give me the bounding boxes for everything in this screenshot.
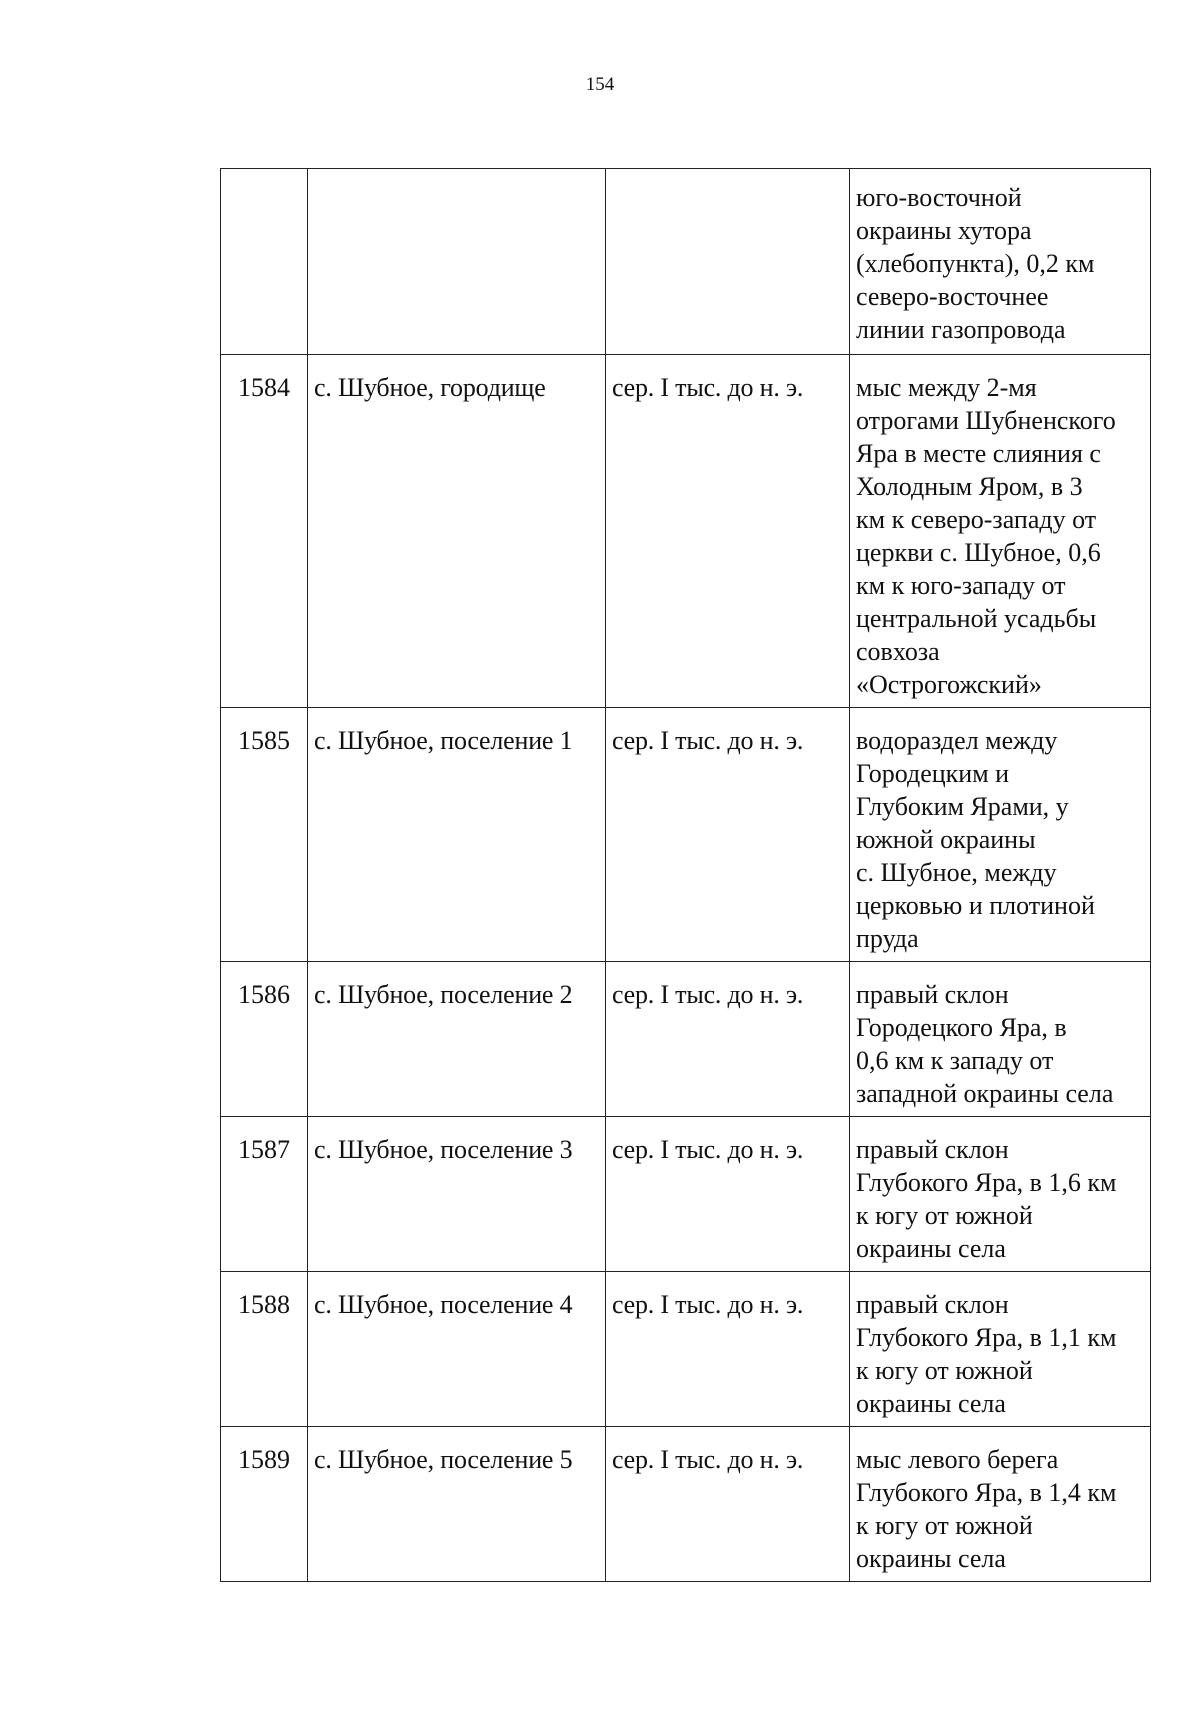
site-location: правый склон Глубокого Яра, в 1,6 км к югу от южной окраины села	[850, 1117, 1151, 1272]
row-number: 1585	[221, 708, 308, 962]
site-dating: сер. I тыс. до н. э.	[606, 1117, 850, 1272]
site-dating: сер. I тыс. до н. э.	[606, 962, 850, 1117]
site-location: правый склон Городецкого Яра, в 0,6 км к западу от западной окраины села	[850, 962, 1151, 1117]
table-row	[221, 355, 1151, 708]
table-row	[221, 1272, 1151, 1427]
table-row	[221, 169, 1151, 355]
site-location: мыс между 2-мя отрогами Шубненского Яра в месте слияния с Холодным Яром, в 3 км к северо-западу от церкви с. Шубное, 0,6 км к юго-западу от центральной усадьбы совхоза «Острогожский»	[850, 355, 1151, 708]
site-name	[308, 169, 606, 355]
site-location: водораздел между Городецким и Глубоким Ярами, у южной окраины с. Шубное, между церковью и плотиной пруда	[850, 708, 1151, 962]
site-dating: сер. I тыс. до н. э.	[606, 355, 850, 708]
site-name: с. Шубное, городище	[308, 355, 606, 708]
site-name: с. Шубное, поселение 3	[308, 1117, 606, 1272]
page-number: 154	[585, 74, 615, 95]
site-name: с. Шубное, поселение 2	[308, 962, 606, 1117]
table-row	[221, 1427, 1151, 1582]
row-number	[221, 169, 308, 355]
site-location: мыс левого берега Глубокого Яра, в 1,4 км к югу от южной окраины села	[850, 1427, 1151, 1582]
site-dating	[606, 169, 850, 355]
row-number: 1584	[221, 355, 308, 708]
row-number: 1586	[221, 962, 308, 1117]
site-location: юго-восточной окраины хутора (хлебопункта), 0,2 км северо-восточнее линии газопровода	[850, 169, 1151, 355]
site-name: с. Шубное, поселение 5	[308, 1427, 606, 1582]
site-location: правый склон Глубокого Яра, в 1,1 км к югу от южной окраины села	[850, 1272, 1151, 1427]
monuments-table	[220, 168, 1151, 1582]
table-row	[221, 962, 1151, 1117]
site-name: с. Шубное, поселение 1	[308, 708, 606, 962]
site-dating: сер. I тыс. до н. э.	[606, 1272, 850, 1427]
site-dating: сер. I тыс. до н. э.	[606, 1427, 850, 1582]
site-dating: сер. I тыс. до н. э.	[606, 708, 850, 962]
table-row	[221, 1117, 1151, 1272]
row-number: 1589	[221, 1427, 308, 1582]
row-number: 1587	[221, 1117, 308, 1272]
site-name: с. Шубное, поселение 4	[308, 1272, 606, 1427]
table-row	[221, 708, 1151, 962]
row-number: 1588	[221, 1272, 308, 1427]
